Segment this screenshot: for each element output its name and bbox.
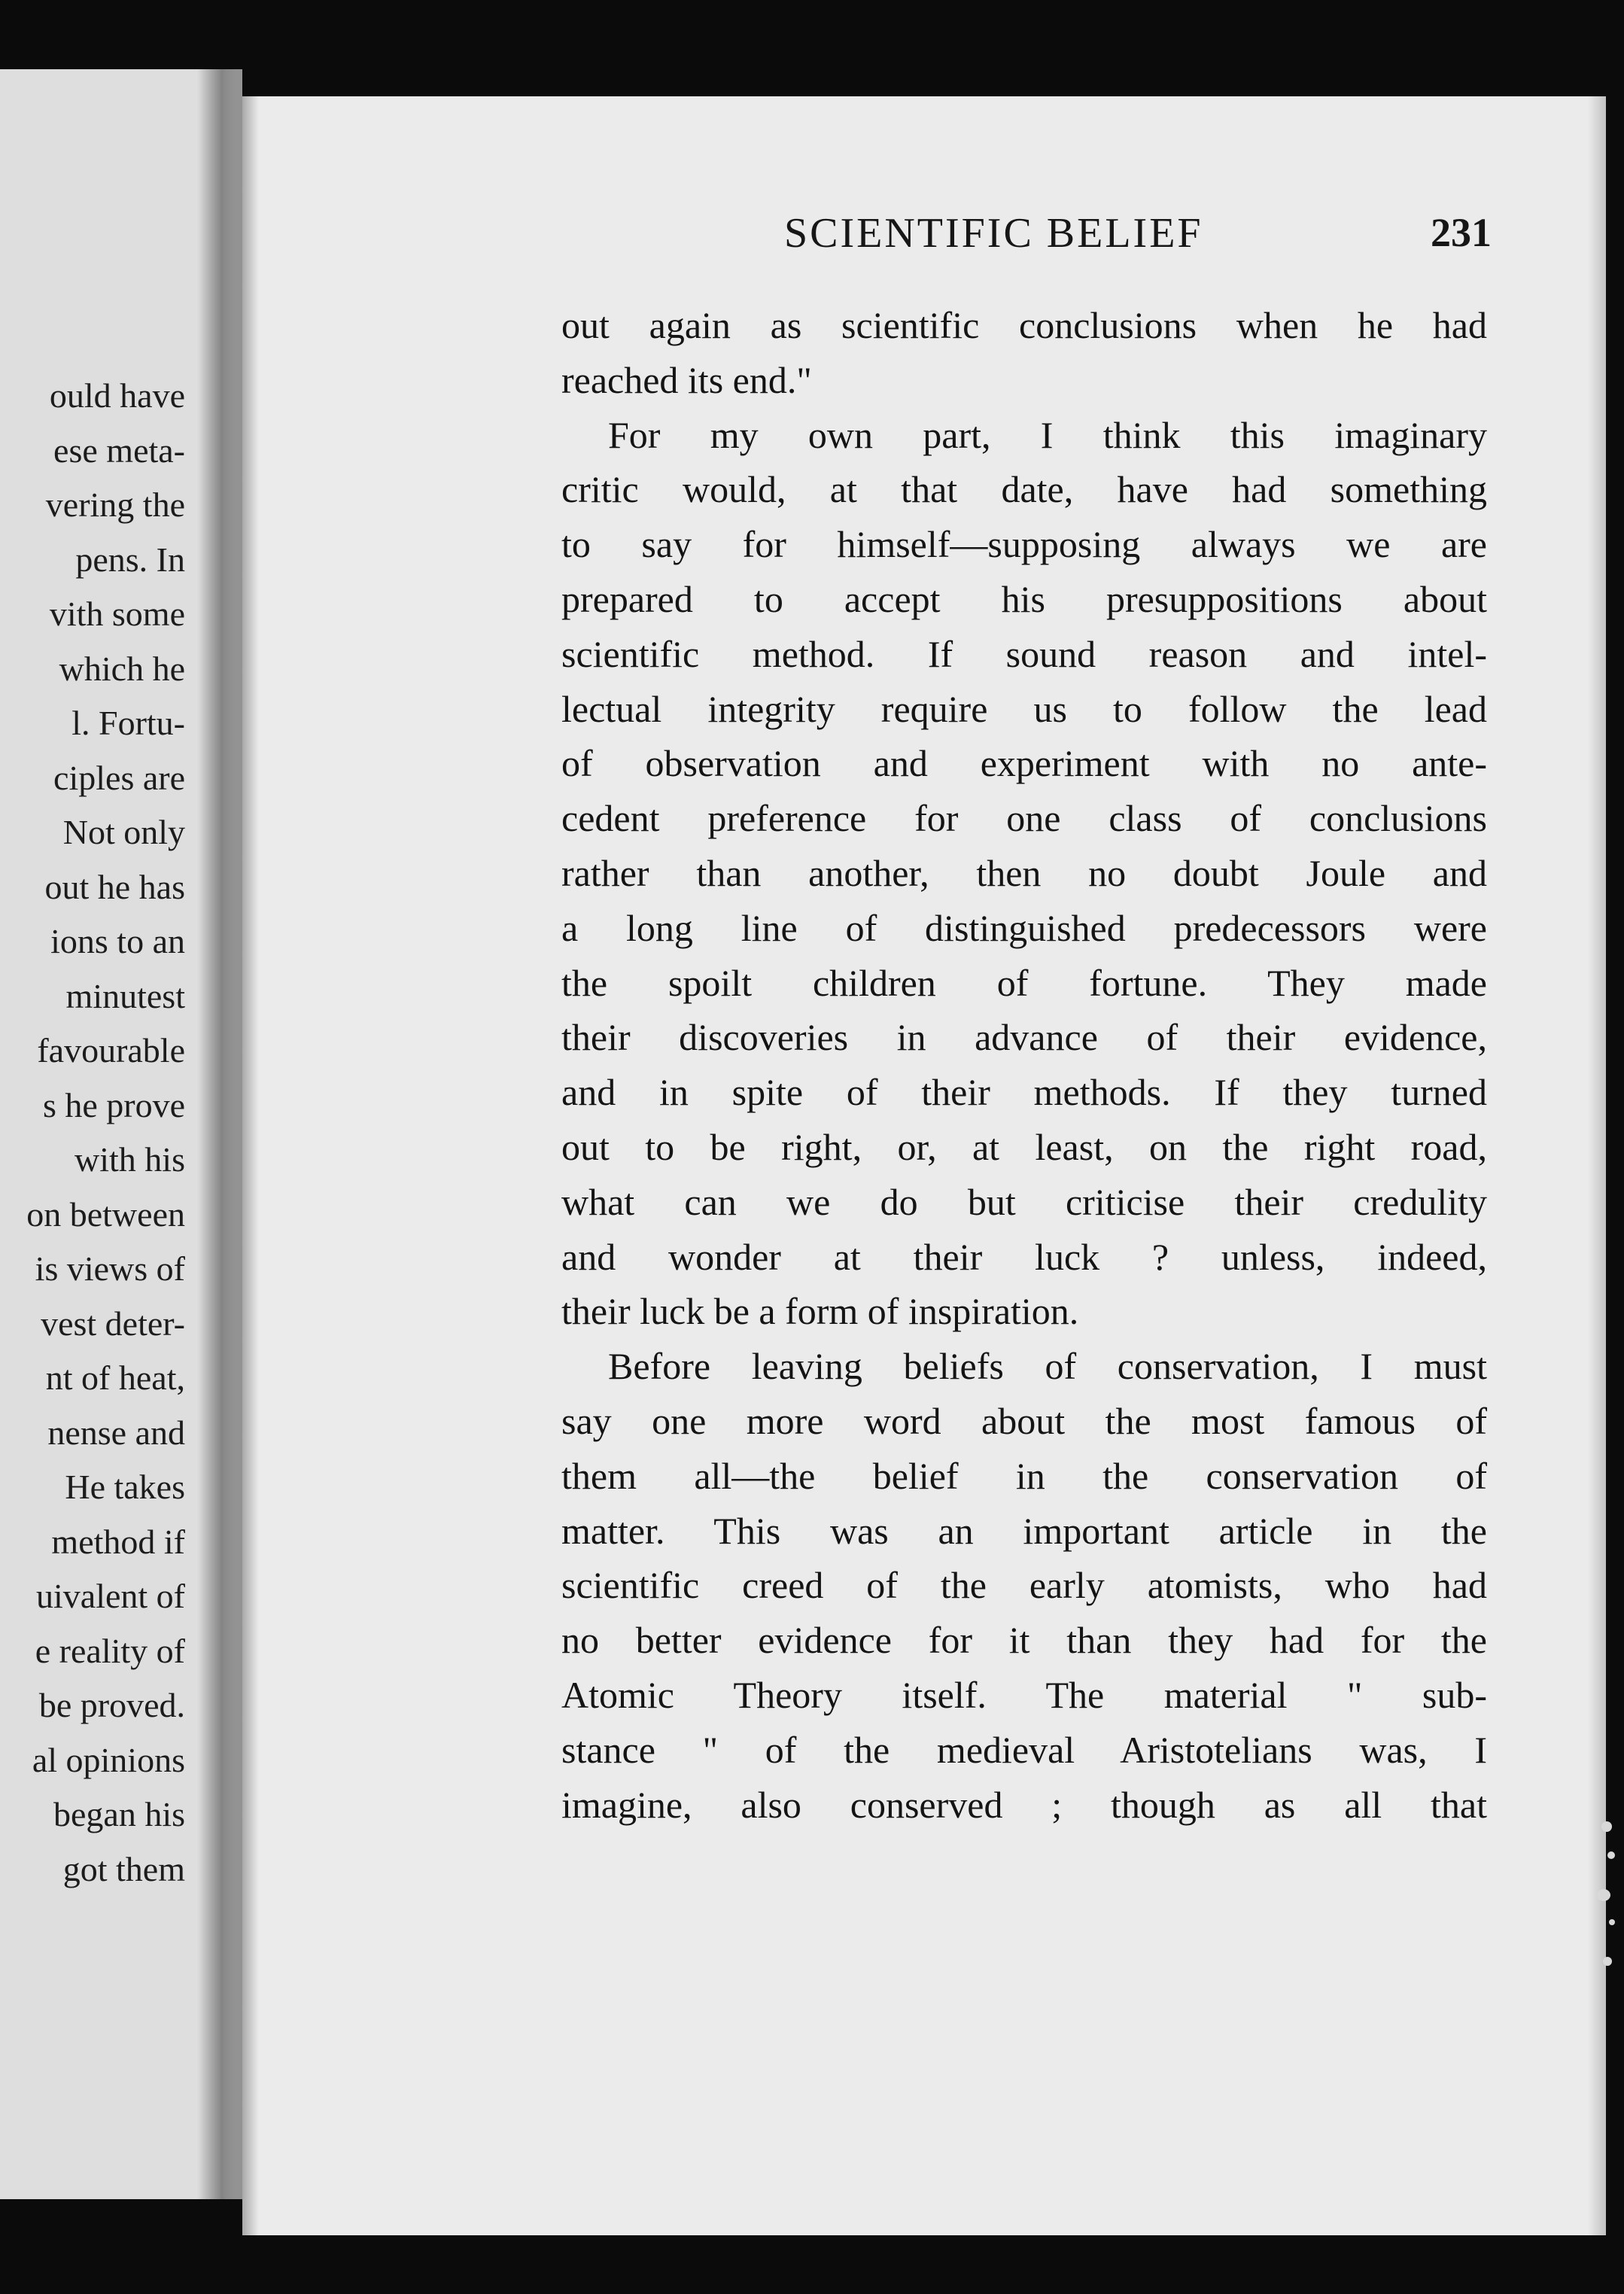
previous-page-line: ould have <box>49 376 185 415</box>
previous-page-line: on between <box>26 1194 185 1234</box>
text-line: the spoilt children of fortune. They made <box>561 961 1487 1004</box>
previous-page-line: method if <box>51 1522 185 1561</box>
previous-page-line: e reality of <box>35 1631 185 1670</box>
text-line: out again as scientific conclusions when he had <box>561 304 1487 346</box>
text-line: to say for himself—supposing always we are <box>561 523 1487 566</box>
previous-page-line: got them <box>62 1849 185 1888</box>
text-line: critic would, at that date, have had something <box>561 468 1487 511</box>
text-line: them all—the belief in the conservation of <box>561 1454 1487 1497</box>
previous-page-line: began his <box>53 1795 185 1833</box>
paragraph-first-line: For my own part, I think this imaginary <box>608 413 1487 456</box>
text-line: no better evidence for it than they had for the <box>561 1619 1487 1662</box>
previous-page-line: Not only <box>62 813 185 851</box>
text-line: lectual integrity require us to follow the lead <box>561 687 1487 730</box>
text-line: and in spite of their methods. If they turned <box>561 1071 1487 1114</box>
text-line: prepared to accept his presuppositions about <box>561 577 1487 620</box>
text-line: say one more word about the most famous of <box>561 1399 1487 1442</box>
previous-page-line: nense and <box>47 1413 185 1452</box>
text-line: of observation and experiment with no ante- <box>561 742 1487 785</box>
previous-page-line: vering the <box>45 485 185 524</box>
previous-page-line: uivalent of <box>36 1577 185 1615</box>
current-page <box>242 96 1606 2235</box>
page-number: 231 <box>1431 210 1492 255</box>
previous-page-line: l. Fortu- <box>71 704 185 742</box>
previous-page-text <box>0 369 185 1897</box>
text-line: Atomic Theory itself. The material " sub- <box>561 1673 1487 1716</box>
paragraph-first-line: Before leaving beliefs of conservation, I must <box>608 1345 1487 1388</box>
binding-shadow <box>242 96 259 2235</box>
text-line: cedent preference for one class of conclusions <box>561 797 1487 840</box>
text-line: a long line of distinguished predecessors were <box>561 906 1487 949</box>
previous-page-line: ions to an <box>50 922 185 960</box>
page-header <box>543 209 1492 269</box>
text-line: scientific method. If sound reason and intel- <box>561 632 1487 675</box>
previous-page-line: nt of heat, <box>45 1358 185 1397</box>
previous-page-line: minutest <box>65 976 185 1015</box>
previous-page-line: s he prove <box>42 1085 185 1124</box>
previous-page-line: with his <box>75 1140 185 1179</box>
scan-noise <box>1594 1806 1624 2002</box>
text-line: what can we do but criticise their credulity <box>561 1180 1487 1223</box>
previous-page-line: vest deter- <box>41 1304 185 1343</box>
previous-page-line: be proved. <box>38 1686 185 1724</box>
previous-page-line: He takes <box>65 1468 185 1506</box>
previous-page-line: out he has <box>44 867 185 906</box>
text-line: imagine, also conserved ; though as all that <box>561 1783 1487 1826</box>
previous-page-line: pens. In <box>75 540 185 579</box>
book-gutter <box>197 69 242 2199</box>
text-line: out to be right, or, at least, on the right road, <box>561 1125 1487 1168</box>
text-line: scientific creed of the early atomists, who had <box>561 1564 1487 1607</box>
body-text <box>561 298 1487 1832</box>
previous-page-line: ciples are <box>53 758 185 797</box>
text-line: rather than another, then no doubt Joule and <box>561 851 1487 894</box>
text-line: and wonder at their luck ? unless, indeed, <box>561 1235 1487 1278</box>
text-line: their luck be a form of inspiration. <box>561 1290 1079 1333</box>
previous-page-line: vith some <box>49 595 185 633</box>
previous-page-line: is views of <box>35 1249 185 1288</box>
text-line: stance " of the medieval Aristotelians was, I <box>561 1728 1487 1771</box>
previous-page-line: al opinions <box>32 1740 185 1779</box>
running-head: SCIENTIFIC BELIEF <box>784 210 1203 257</box>
previous-page-line: ese meta- <box>53 431 185 470</box>
text-line: matter. This was an important article in the <box>561 1509 1487 1552</box>
text-line: their discoveries in advance of their evidence, <box>561 1016 1487 1059</box>
previous-page-line: which he <box>59 649 185 688</box>
text-line: reached its end." <box>561 358 812 401</box>
previous-page-line: favourable <box>37 1031 185 1069</box>
